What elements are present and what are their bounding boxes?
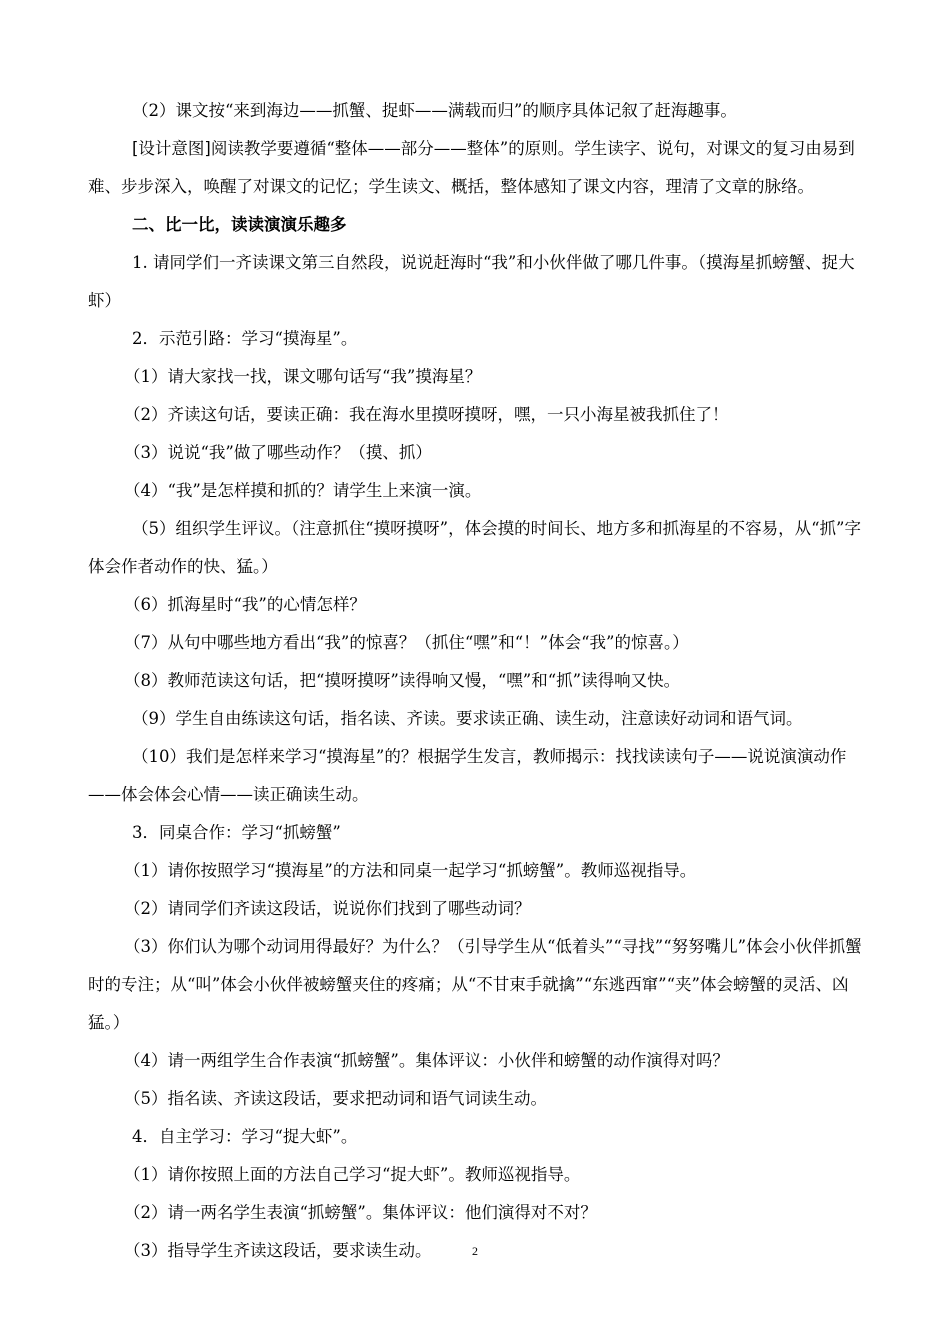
paragraph-4: 1. 请同学们一齐读课文第三自然段，说说赶海时“我”和小伙伴做了哪几件事。（摸海星抓螃蟹、捉大虾） bbox=[88, 253, 855, 310]
paragraph-1: （2）课文按“来到海边——抓蟹、捉虾——满载而归”的顺序具体记叙了赶海趣事。 bbox=[132, 101, 737, 120]
paragraph-12: （7）从句中哪些地方看出“我”的惊喜？（抓住“嘿”和“！”体会“我”的惊喜。） bbox=[124, 633, 689, 652]
paragraph-6: （1）请大家找一找，课文哪句话写“我”摸海星？ bbox=[124, 367, 482, 386]
paragraph-8: （3）说说“我”做了哪些动作？（摸、抓） bbox=[124, 443, 432, 462]
design-intent-tag: [设计意图] bbox=[132, 139, 211, 158]
paragraph-15: （10）我们是怎样来学习“摸海星”的？根据学生发言，教师揭示：找找读读句子——说说演演动作——体会体会心情——读正确读生动。 bbox=[88, 747, 847, 804]
paragraph-19: （3）你们认为哪个动词用得最好？为什么？（引导学生从“低着头”“寻找”“努努嘴儿”体会小伙伴抓蟹时的专注；从“叫”体会小伙伴被螃蟹夹住的疼痛；从“不甘束手就擒”“东逃西窜”“夹”体会螃蟹的灵活、凶猛。） bbox=[88, 937, 862, 1032]
design-intent-text: 阅读教学要遵循“整体——部分——整体”的原则。学生读字、说句，对课文的复习由易到难、步步深入，唤醒了对课文的记忆；学生读文、概括，整体感知了课文内容，理清了文章的脉络。 bbox=[88, 139, 855, 196]
paragraph-9: （4）“我”是怎样摸和抓的？请学生上来演一演。 bbox=[124, 481, 482, 500]
paragraph-21: （5）指名读、齐读这段话，要求把动词和语气词读生动。 bbox=[124, 1089, 547, 1108]
paragraph-7: （2）齐读这句话，要读正确：我在海水里摸呀摸呀，嘿，一只小海星被我抓住了！ bbox=[124, 405, 729, 424]
paragraph-25: （3）指导学生齐读这段话，要求读生动。 bbox=[124, 1241, 432, 1260]
paragraph-16: 3．同桌合作：学习“抓螃蟹” bbox=[132, 823, 341, 842]
document-body bbox=[88, 92, 868, 1270]
paragraph-5: 2．示范引路：学习“摸海星”。 bbox=[132, 329, 358, 348]
paragraph-24: （2）请一两名学生表演“抓螃蟹”。集体评议：他们演得对不对？ bbox=[124, 1203, 597, 1222]
page-number: 2 bbox=[472, 1244, 478, 1258]
paragraph-17: （1）请你按照学习“摸海星”的方法和同桌一起学习“抓螃蟹”。教师巡视指导。 bbox=[124, 861, 697, 880]
paragraph-18: （2）请同学们齐读这段话，说说你们找到了哪些动词？ bbox=[124, 899, 531, 918]
paragraph-13: （8）教师范读这句话，把“摸呀摸呀”读得响又慢，“嘿”和“抓”读得响又快。 bbox=[124, 671, 681, 690]
paragraph-23: （1）请你按照上面的方法自己学习“捉大虾”。教师巡视指导。 bbox=[124, 1165, 581, 1184]
paragraph-22: 4．自主学习：学习“捉大虾”。 bbox=[132, 1127, 358, 1146]
paragraph-20: （4）请一两组学生合作表演“抓螃蟹”。集体评议：小伙伴和螃蟹的动作演得对吗？ bbox=[124, 1051, 729, 1070]
paragraph-10: （5）组织学生评议。（注意抓住“摸呀摸呀”，体会摸的时间长、地方多和抓海星的不容易，从“抓”字体会作者动作的快、猛。） bbox=[88, 519, 861, 576]
paragraph-14: （9）学生自由练读这句话，指名读、齐读。要求读正确、读生动，注意读好动词和语气词。 bbox=[132, 709, 803, 728]
paragraph-11: （6）抓海星时“我”的心情怎样？ bbox=[124, 595, 366, 614]
section-heading: 二、比一比，读读演演乐趣多 bbox=[132, 215, 347, 234]
paragraph-design-intent bbox=[88, 130, 868, 206]
